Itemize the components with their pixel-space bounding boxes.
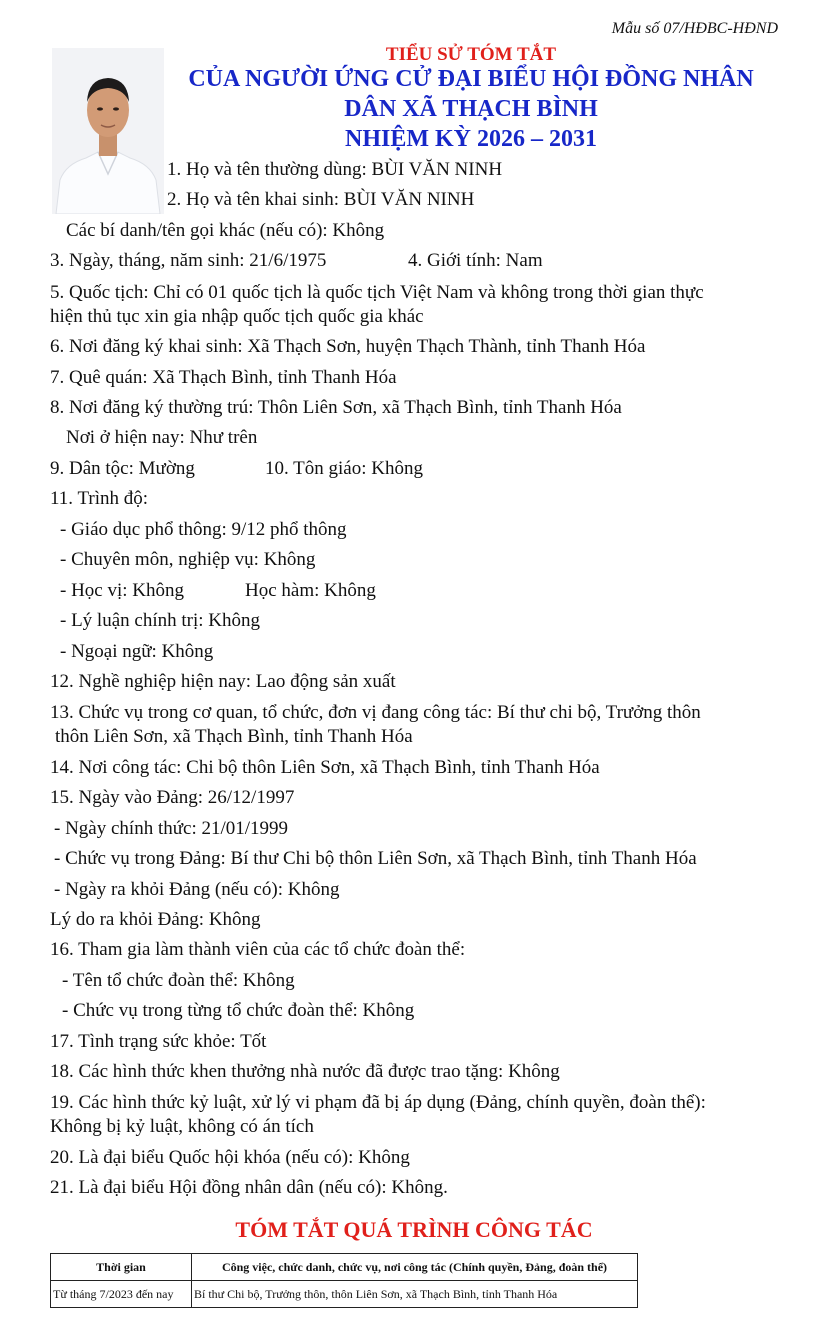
column-header-position: Công việc, chức danh, chức vụ, nơi công tác (Chính quyền, Đảng, đoàn thể) xyxy=(192,1254,638,1281)
bio-line-14: - Chuyên môn, nghiệp vụ: Không xyxy=(60,549,316,570)
bio-line-10: Nơi ở hiện nay: Như trên xyxy=(66,427,258,448)
column-header-time: Thời gian xyxy=(51,1254,192,1281)
bio-line-35: 21. Là đại biểu Hội đồng nhân dân (nếu có): Không. xyxy=(50,1177,448,1198)
bio-line-4a: 3. Ngày, tháng, năm sinh: 21/6/1975 xyxy=(50,250,327,271)
bio-line-20: thôn Liên Sơn, xã Thạch Bình, tỉnh Thanh Hóa xyxy=(55,726,413,747)
bio-line-13: - Giáo dục phổ thông: 9/12 phổ thông xyxy=(60,519,347,540)
bio-line-26: Lý do ra khỏi Đảng: Không xyxy=(50,909,261,930)
bio-line-24: - Chức vụ trong Đảng: Bí thư Chi bộ thôn Liên Sơn, xã Thạch Bình, tỉnh Thanh Hóa xyxy=(54,848,697,869)
bio-line-2: 2. Họ và tên khai sinh: BÙI VĂN NINH xyxy=(167,189,475,210)
bio-line-22: 15. Ngày vào Đảng: 26/12/1997 xyxy=(50,787,295,808)
bio-line-28: - Tên tổ chức đoàn thể: Không xyxy=(62,970,295,991)
title-line-4: NHIỆM KỲ 2026 – 2031 xyxy=(345,126,597,152)
bio-line-27: 16. Tham gia làm thành viên của các tổ chức đoàn thể: xyxy=(50,939,466,960)
bio-line-15a: - Học vị: Không xyxy=(60,580,185,601)
bio-line-18: 12. Nghề nghiệp hiện nay: Lao động sản xuất xyxy=(50,671,396,692)
bio-line-12: 11. Trình độ: xyxy=(50,488,149,509)
table-header-row xyxy=(51,1254,638,1281)
bio-line-16: - Lý luận chính trị: Không xyxy=(60,610,260,631)
bio-line-1: 1. Họ và tên thường dùng: BÙI VĂN NINH xyxy=(167,159,503,180)
portrait-photo xyxy=(52,48,164,214)
bio-line-6: hiện thủ tục xin gia nhập quốc tịch quốc gia khác xyxy=(50,306,424,327)
title-line-2: CỦA NGƯỜI ỨNG CỬ ĐẠI BIỂU HỘI ĐỒNG NHÂN xyxy=(188,66,754,92)
bio-line-23: - Ngày chính thức: 21/01/1999 xyxy=(54,818,289,839)
bio-line-33: Không bị kỷ luật, không có án tích xyxy=(50,1116,314,1137)
bio-line-21: 14. Nơi công tác: Chi bộ thôn Liên Sơn, xã Thạch Bình, tỉnh Thanh Hóa xyxy=(50,757,600,778)
bio-line-11a: 9. Dân tộc: Mường xyxy=(50,458,195,479)
work-history-table xyxy=(50,1253,638,1308)
bio-line-4b: 4. Giới tính: Nam xyxy=(408,250,543,271)
bio-line-11b: 10. Tôn giáo: Không xyxy=(265,458,423,479)
bio-line-31: 18. Các hình thức khen thưởng nhà nước đã được trao tặng: Không xyxy=(50,1061,560,1082)
table-row xyxy=(51,1281,638,1308)
bio-line-29: - Chức vụ trong từng tổ chức đoàn thể: Không xyxy=(62,1000,415,1021)
bio-line-8: 7. Quê quán: Xã Thạch Bình, tỉnh Thanh Hóa xyxy=(50,367,397,388)
cell-position: Bí thư Chi bộ, Trưởng thôn, thôn Liên Sơn, xã Thạch Bình, tỉnh Thanh Hóa xyxy=(192,1281,638,1308)
bio-line-15b: Học hàm: Không xyxy=(245,580,376,601)
bio-line-32: 19. Các hình thức kỷ luật, xử lý vi phạm đã bị áp dụng (Đảng, chính quyền, đoàn thể): xyxy=(50,1092,706,1113)
bio-line-25: - Ngày ra khỏi Đảng (nếu có): Không xyxy=(54,879,340,900)
bio-line-34: 20. Là đại biểu Quốc hội khóa (nếu có): Không xyxy=(50,1147,410,1168)
bio-line-17: - Ngoại ngữ: Không xyxy=(60,641,214,662)
bio-line-5: 5. Quốc tịch: Chỉ có 01 quốc tịch là quốc tịch Việt Nam và không trong thời gian thực xyxy=(50,282,704,303)
bio-line-7: 6. Nơi đăng ký khai sinh: Xã Thạch Sơn, huyện Thạch Thành, tỉnh Thanh Hóa xyxy=(50,336,646,357)
work-history-title: TÓM TẮT QUÁ TRÌNH CÔNG TÁC xyxy=(235,1217,593,1242)
cell-time: Từ tháng 7/2023 đến nay xyxy=(51,1281,192,1308)
form-number: Mẫu số 07/HĐBC-HĐND xyxy=(611,20,778,37)
title-line-3: DÂN XÃ THẠCH BÌNH xyxy=(344,96,598,122)
bio-line-3: Các bí danh/tên gọi khác (nếu có): Không xyxy=(66,220,385,241)
bio-line-30: 17. Tình trạng sức khỏe: Tốt xyxy=(50,1031,267,1052)
bio-line-9: 8. Nơi đăng ký thường trú: Thôn Liên Sơn, xã Thạch Bình, tỉnh Thanh Hóa xyxy=(50,397,622,418)
title-line-1: TIỂU SỬ TÓM TẮT xyxy=(385,44,557,65)
bio-line-19: 13. Chức vụ trong cơ quan, tổ chức, đơn vị đang công tác: Bí thư chi bộ, Trưởng thôn xyxy=(50,702,701,723)
